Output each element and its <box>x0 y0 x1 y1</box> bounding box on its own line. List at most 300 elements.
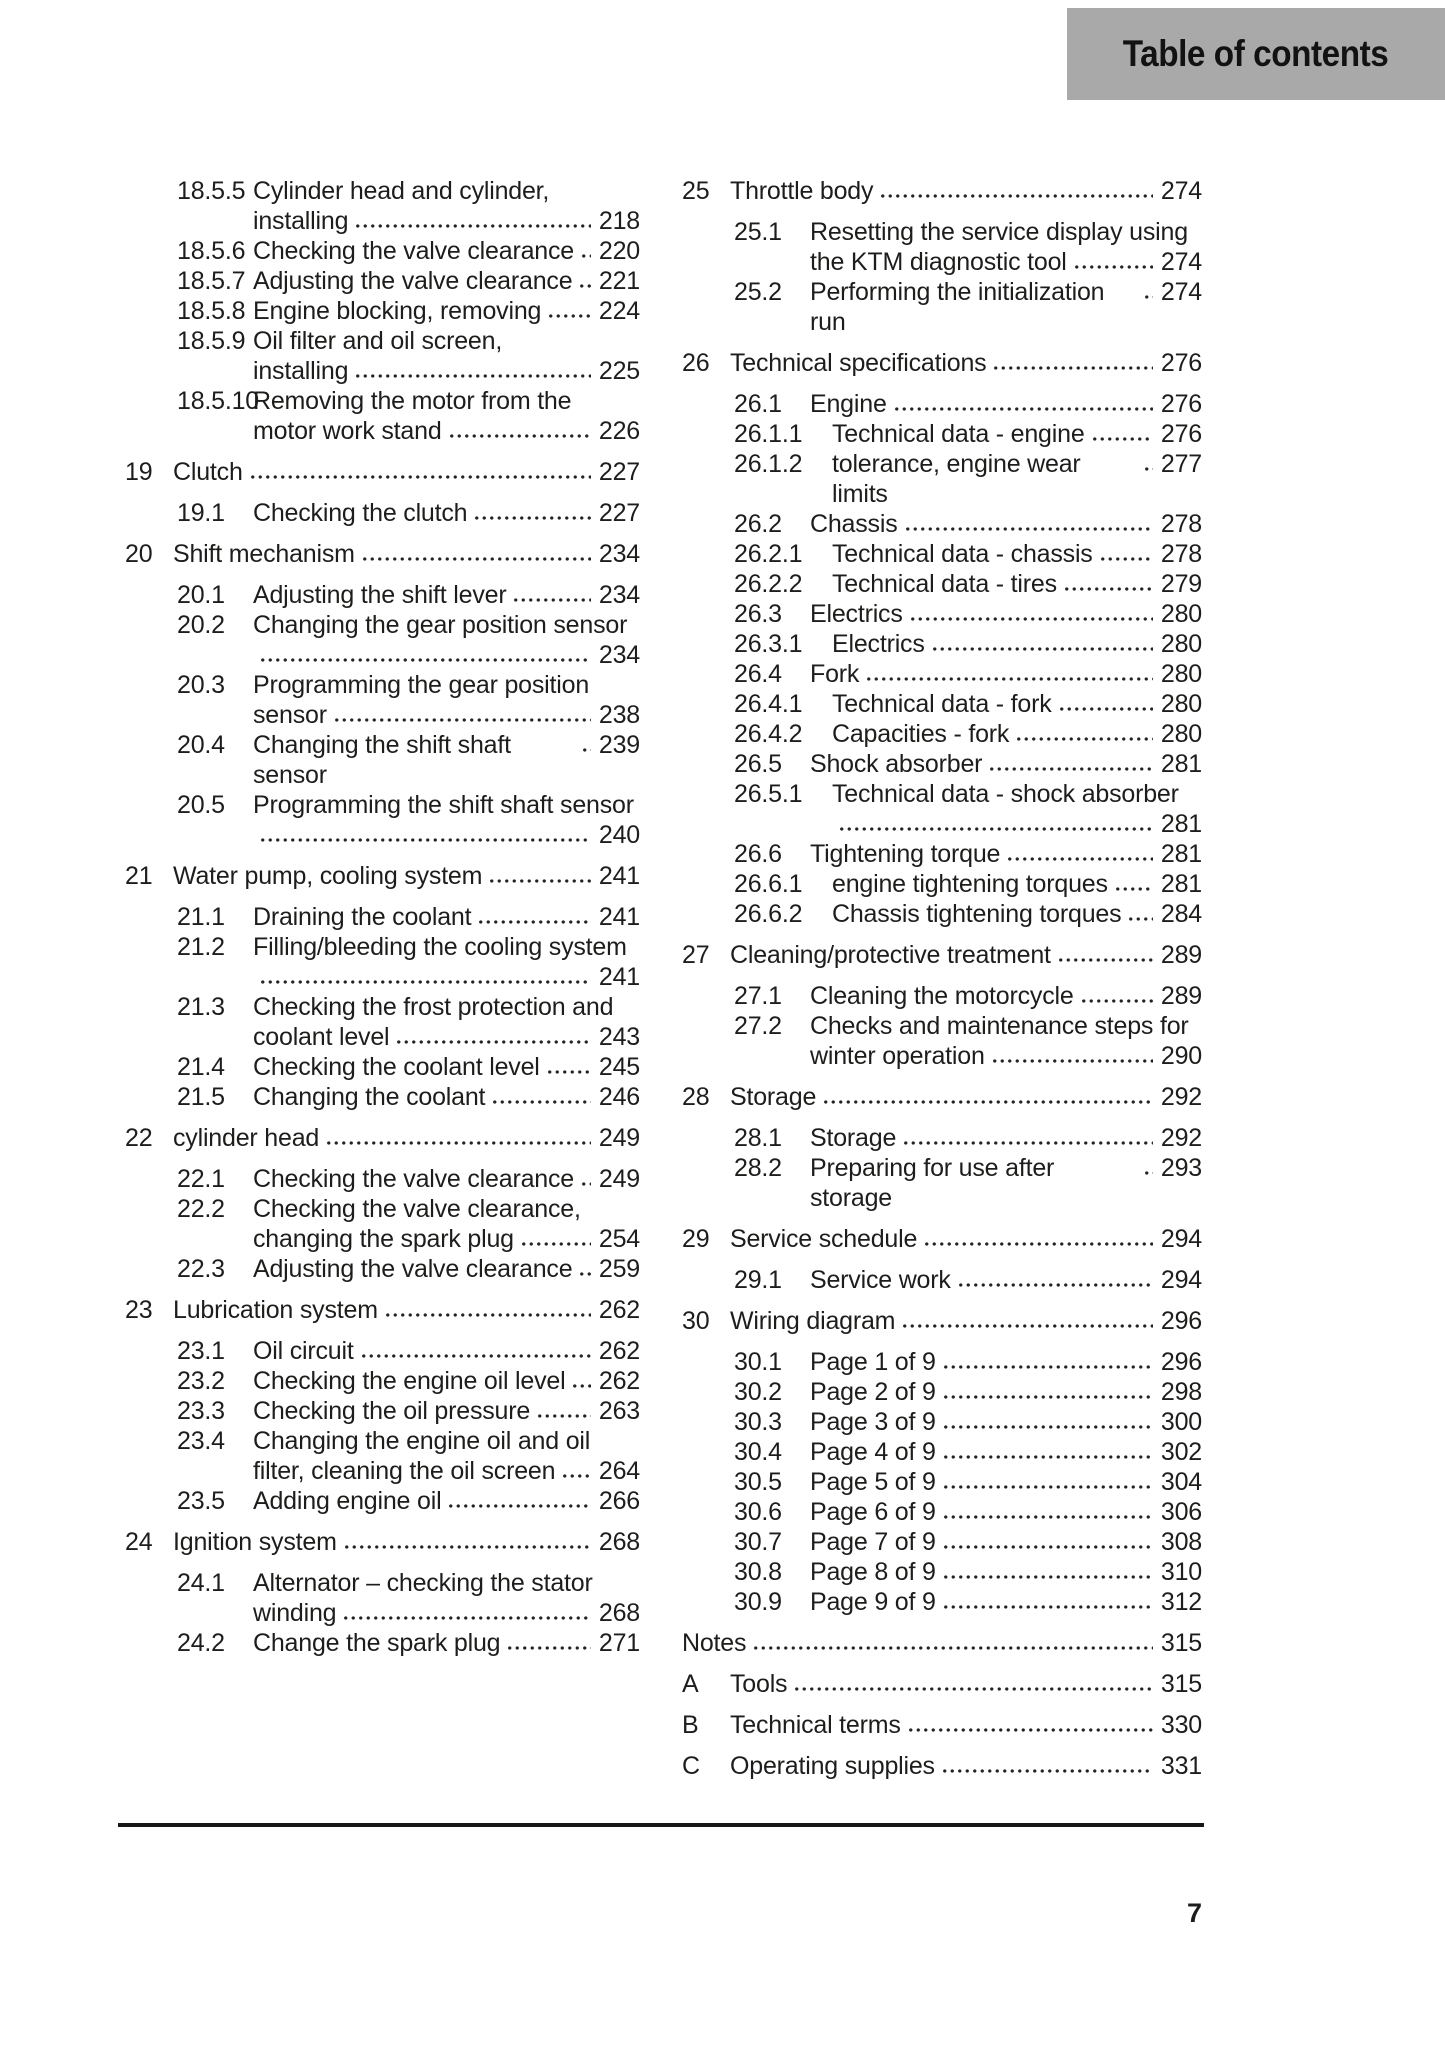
toc-entry <box>125 386 640 446</box>
toc-entry-page-number: 300 <box>1160 1408 1202 1436</box>
toc-entry-last-line <box>253 236 640 266</box>
toc-entry-last-line <box>253 1336 640 1366</box>
toc-entry-page-number: 262 <box>598 1367 640 1395</box>
dot-leader <box>752 1630 1153 1651</box>
dot-leader <box>448 418 591 439</box>
toc-entry-title: Adjusting the valve clearance <box>253 267 573 295</box>
toc-entry-body <box>253 932 640 992</box>
toc-entry-page-number: 294 <box>1160 1225 1202 1253</box>
toc-entry-last-line <box>253 1082 640 1112</box>
toc-entry-number: 20.2 <box>177 611 225 639</box>
toc-entry-body <box>832 899 1202 929</box>
toc-entry-body <box>810 1011 1202 1071</box>
toc-entry-number: 30.2 <box>734 1378 782 1406</box>
dot-leader <box>1073 249 1153 270</box>
dot-leader <box>988 751 1153 772</box>
toc-entry-title: Chassis tightening torques <box>832 900 1122 928</box>
dot-leader <box>580 1166 591 1187</box>
toc-entry-page-number: 293 <box>1160 1154 1202 1182</box>
toc-entry-title: coolant level <box>253 1023 390 1051</box>
toc-entry-title: motor work stand <box>253 417 442 445</box>
dot-leader <box>447 1488 590 1509</box>
toc-entry-page-number: 315 <box>1160 1670 1202 1698</box>
dot-leader <box>942 1349 1153 1370</box>
toc-entry-title: changing the spark plug <box>253 1225 514 1253</box>
toc-entry-last-line <box>810 277 1202 337</box>
toc-entry-page-number: 262 <box>598 1337 640 1365</box>
toc-entry-title: Water pump, cooling system <box>173 862 483 890</box>
toc-entry-title: Checking the coolant level <box>253 1053 540 1081</box>
toc-entry-body <box>810 277 1202 337</box>
toc-entry-body <box>810 389 1202 419</box>
toc-entry-body <box>810 1123 1202 1153</box>
toc-entry-body <box>253 580 640 610</box>
toc-column-right <box>682 176 1202 1792</box>
toc-entry-body <box>832 869 1202 899</box>
toc-entry-last-line <box>832 449 1202 509</box>
toc-entry-title: Shift mechanism <box>173 540 355 568</box>
toc-entry-page-number: 241 <box>598 963 640 991</box>
toc-entry-page-number: 243 <box>598 1023 640 1051</box>
toc-entry-number: 21 <box>125 862 153 890</box>
toc-entry-body <box>832 629 1202 659</box>
toc-entry-last-line <box>832 719 1202 749</box>
toc-entry-page-number: 274 <box>1160 177 1202 205</box>
toc-entry-number: 21.4 <box>177 1053 225 1081</box>
toc-entry-last-line <box>730 940 1202 970</box>
toc-entry-page-number: 277 <box>1160 450 1202 478</box>
toc-entry-body <box>730 1224 1202 1254</box>
toc-entry-title: Tightening torque <box>810 840 1001 868</box>
toc-entry <box>125 1123 640 1153</box>
toc-entry <box>682 599 1202 629</box>
toc-entry <box>125 498 640 528</box>
toc-entry-title: Technical specifications <box>730 349 987 377</box>
toc-entry-page-number: 274 <box>1160 278 1202 306</box>
toc-entry-page-number: 224 <box>598 297 640 325</box>
dot-leader <box>1143 1155 1153 1176</box>
toc-entry-page-number: 280 <box>1160 660 1202 688</box>
toc-entry-last-line <box>253 640 640 670</box>
toc-entry-title-line: Checking the frost protection and <box>253 993 614 1021</box>
dot-leader <box>506 1630 591 1651</box>
toc-entry-title-line: Checking the valve clearance, <box>253 1195 581 1223</box>
page-number: 7 <box>1186 1898 1202 1928</box>
toc-entry-last-line <box>730 1710 1202 1740</box>
dot-leader <box>942 1469 1153 1490</box>
page-header-band <box>1067 8 1445 100</box>
toc-entry-number: 21.3 <box>177 993 225 1021</box>
toc-entry <box>125 790 640 850</box>
toc-entry-page-number: 312 <box>1160 1588 1202 1616</box>
toc-entry-body <box>810 1527 1202 1557</box>
toc-entry <box>682 1437 1202 1467</box>
toc-entry <box>682 176 1202 206</box>
toc-entry-title-line: Cylinder head and cylinder, <box>253 177 550 205</box>
dot-leader <box>865 661 1153 682</box>
toc-entry-last-line <box>253 730 640 790</box>
toc-entry-page-number: 240 <box>598 821 640 849</box>
toc-entry-title: Engine <box>810 390 887 418</box>
toc-entry-number: 30.5 <box>734 1468 782 1496</box>
dot-leader <box>259 964 591 985</box>
toc-entry-number: 24.2 <box>177 1629 225 1657</box>
toc-entry-title: Page 1 of 9 <box>810 1348 936 1376</box>
toc-entry-number: 20.1 <box>177 581 225 609</box>
toc-entry-title: Service schedule <box>730 1225 918 1253</box>
toc-entry <box>682 719 1202 749</box>
toc-entry-last-line <box>253 498 640 528</box>
toc-entry-page-number: 306 <box>1160 1498 1202 1526</box>
toc-entry <box>125 1366 640 1396</box>
toc-entry-page-number: 281 <box>1160 840 1202 868</box>
toc-entry-body <box>253 1396 640 1426</box>
toc-entry-body <box>832 539 1202 569</box>
toc-entry-number: 18.5.7 <box>177 267 246 295</box>
toc-entry-body <box>832 569 1202 599</box>
toc-entry-page-number: 289 <box>1160 982 1202 1010</box>
toc-entry <box>682 1224 1202 1254</box>
toc-entry-title: Checking the engine oil level <box>253 1367 566 1395</box>
toc-entry <box>682 1497 1202 1527</box>
toc-entry-page-number: 218 <box>598 207 640 235</box>
toc-entry-page-number: 292 <box>1160 1083 1202 1111</box>
toc-entry-number: 26.5 <box>734 750 782 778</box>
toc-entry-body <box>253 1426 640 1486</box>
toc-entry <box>125 730 640 790</box>
toc-column-left <box>125 176 640 1658</box>
toc-entry-body <box>810 1347 1202 1377</box>
toc-entry <box>682 940 1202 970</box>
dot-leader <box>822 1084 1153 1105</box>
toc-entry-number: 26.6.1 <box>734 870 803 898</box>
toc-entry-body <box>730 1082 1202 1112</box>
toc-entry <box>682 1587 1202 1617</box>
toc-entry-title: filter, cleaning the oil screen <box>253 1457 556 1485</box>
toc-entry-page-number: 278 <box>1160 540 1202 568</box>
toc-entry-page-number: 249 <box>598 1124 640 1152</box>
toc-entry-body <box>253 1164 640 1194</box>
toc-entry <box>682 277 1202 337</box>
toc-entry <box>125 902 640 932</box>
toc-entry <box>125 1486 640 1516</box>
toc-entry <box>682 1153 1202 1213</box>
toc-entry-page-number: 315 <box>1160 1629 1202 1657</box>
dot-leader <box>942 1559 1153 1580</box>
toc-entry <box>682 839 1202 869</box>
toc-entry-number: 25 <box>682 177 710 205</box>
toc-entry <box>125 1396 640 1426</box>
toc-entry-last-line <box>253 1486 640 1516</box>
toc-entry-last-line <box>810 1437 1202 1467</box>
dot-leader <box>923 1226 1153 1247</box>
toc-entry-body <box>253 1568 640 1628</box>
toc-entry-title: Page 5 of 9 <box>810 1468 936 1496</box>
toc-entry-last-line <box>173 457 640 487</box>
toc-entry-number: 26.4 <box>734 660 782 688</box>
toc-entry-last-line <box>253 700 640 730</box>
toc-entry-page-number: 226 <box>598 417 640 445</box>
toc-entry-title: Page 6 of 9 <box>810 1498 936 1526</box>
toc-entry-last-line <box>253 356 640 386</box>
toc-entry-last-line <box>810 1467 1202 1497</box>
footer-rule <box>118 1823 1204 1827</box>
toc-entry-last-line <box>832 629 1202 659</box>
toc-entry-number: 26.1.1 <box>734 420 803 448</box>
toc-entry <box>682 1123 1202 1153</box>
toc-entry <box>125 992 640 1052</box>
toc-entry-body <box>173 861 640 891</box>
toc-entry-page-number: 241 <box>598 903 640 931</box>
toc-entry-body <box>253 1194 640 1254</box>
toc-entry-title: Throttle body <box>730 177 874 205</box>
toc-entry-number: 27 <box>682 941 710 969</box>
toc-entry-page-number: 279 <box>1160 570 1202 598</box>
toc-entry <box>682 1628 1202 1658</box>
toc-entry-page-number: 280 <box>1160 720 1202 748</box>
dot-leader <box>902 1125 1153 1146</box>
dot-leader <box>838 811 1153 832</box>
toc-entry-title-line: Changing the gear position sensor <box>253 611 628 639</box>
toc-entry-last-line <box>730 1669 1202 1699</box>
dot-leader <box>907 1712 1153 1733</box>
toc-entry-number: 19.1 <box>177 499 225 527</box>
toc-entry-number: 20.3 <box>177 671 225 699</box>
toc-entry-last-line <box>810 1347 1202 1377</box>
toc-entry-title: Page 4 of 9 <box>810 1438 936 1466</box>
toc-entry-title: Engine blocking, removing <box>253 297 542 325</box>
toc-entry-title: engine tightening torques <box>832 870 1108 898</box>
toc-entry <box>682 449 1202 509</box>
toc-entry-title: Performing the initialization run <box>810 278 1112 336</box>
toc-entry-number: 26.2.1 <box>734 540 803 568</box>
toc-entry-number: 23.1 <box>177 1337 225 1365</box>
toc-entry-last-line <box>810 1587 1202 1617</box>
toc-entry-last-line <box>832 869 1202 899</box>
toc-entry-last-line <box>810 659 1202 689</box>
toc-entry-last-line <box>832 809 1202 839</box>
toc-entry-last-line <box>173 861 640 891</box>
toc-entry-title: Technical data - chassis <box>832 540 1093 568</box>
toc-entry-title: Wiring diagram <box>730 1307 896 1335</box>
toc-entry-body <box>810 1153 1202 1213</box>
toc-entry <box>682 1407 1202 1437</box>
toc-entry <box>125 1527 640 1557</box>
toc-entry <box>125 457 640 487</box>
toc-entry-last-line <box>253 266 640 296</box>
toc-entry-body <box>253 730 640 790</box>
toc-entry-last-line <box>253 206 640 236</box>
toc-entry <box>125 1254 640 1284</box>
toc-entry-body <box>810 1497 1202 1527</box>
toc-entry-title: Electrics <box>810 600 903 628</box>
toc-entry-last-line <box>253 962 640 992</box>
toc-entry-body <box>253 386 640 446</box>
toc-entry-body <box>810 1265 1202 1295</box>
toc-entry-number: 26.2 <box>734 510 782 538</box>
toc-entry-number: 30.4 <box>734 1438 782 1466</box>
toc-entry <box>682 509 1202 539</box>
toc-entry-title-line: Removing the motor from the <box>253 387 572 415</box>
toc-entry-number: 30.1 <box>734 1348 782 1376</box>
toc-entry-title: installing <box>253 207 349 235</box>
toc-entry-body <box>832 449 1202 509</box>
toc-entry-number: 20.5 <box>177 791 225 819</box>
toc-entry-body <box>832 719 1202 749</box>
toc-entry-title: tolerance, engine wear limits <box>832 450 1088 508</box>
toc-entry-last-line <box>810 509 1202 539</box>
toc-entry-page-number: 234 <box>598 540 640 568</box>
toc-entry-title: Lubrication system <box>173 1296 378 1324</box>
toc-entry-body <box>832 419 1202 449</box>
toc-entry-last-line <box>810 1123 1202 1153</box>
toc-entry-title: Technical data - tires <box>832 570 1057 598</box>
dot-leader <box>941 1753 1153 1774</box>
dot-leader <box>991 1043 1153 1064</box>
toc-entry-page-number: 262 <box>598 1296 640 1324</box>
dot-leader <box>580 238 591 259</box>
dot-leader <box>361 541 591 562</box>
dot-leader <box>992 350 1152 371</box>
toc-entry-page-number: 268 <box>598 1528 640 1556</box>
toc-entry-number: 22.1 <box>177 1165 225 1193</box>
toc-entry-number: 18.5.9 <box>177 327 246 355</box>
toc-entry <box>682 348 1202 378</box>
toc-entry-number: 20.4 <box>177 731 225 759</box>
toc-entry-body <box>253 296 640 326</box>
toc-entry-title: Checking the valve clearance <box>253 237 574 265</box>
toc-entry-last-line <box>810 389 1202 419</box>
toc-entry-page-number: 302 <box>1160 1438 1202 1466</box>
dot-leader <box>512 582 590 603</box>
toc-entry <box>682 1527 1202 1557</box>
toc-entry-page-number: 294 <box>1160 1266 1202 1294</box>
toc-entry-number: 30.9 <box>734 1588 782 1616</box>
toc-entry-title: winter operation <box>810 1042 985 1070</box>
toc-entry <box>125 580 640 610</box>
toc-entry-last-line <box>810 1377 1202 1407</box>
toc-entry <box>682 1347 1202 1377</box>
dot-leader <box>1099 541 1153 562</box>
dot-leader <box>259 642 591 663</box>
dot-leader <box>1057 942 1153 963</box>
toc-entry <box>125 176 640 236</box>
toc-entry <box>682 1265 1202 1295</box>
toc-entry-title-line: Alternator – checking the stator <box>253 1569 593 1597</box>
toc-entry-title: Technical terms <box>730 1711 901 1739</box>
toc-entry-number: 23 <box>125 1296 153 1324</box>
toc-entry <box>125 670 640 730</box>
toc-entry-title-line: Programming the gear position <box>253 671 590 699</box>
toc-entry-last-line <box>730 1224 1202 1254</box>
toc-entry-body <box>730 1751 1202 1781</box>
dot-leader <box>546 1054 591 1075</box>
toc-entry-number: 22.2 <box>177 1195 225 1223</box>
toc-entry-number: 25.2 <box>734 278 782 306</box>
dot-leader <box>957 1267 1153 1288</box>
toc-entry-page-number: 280 <box>1160 630 1202 658</box>
toc-entry-title-line: Programming the shift shaft sensor <box>253 791 634 819</box>
toc-entry-body <box>253 1082 640 1112</box>
toc-entry-number: 22.3 <box>177 1255 225 1283</box>
toc-entry-last-line <box>832 899 1202 929</box>
toc-entry-body <box>730 1710 1202 1740</box>
toc-entry <box>125 1295 640 1325</box>
toc-entry-body <box>173 457 640 487</box>
dot-leader <box>909 601 1153 622</box>
toc-entry-title: Page 9 of 9 <box>810 1588 936 1616</box>
toc-entry-page-number: 276 <box>1160 420 1202 448</box>
toc-entry-last-line <box>682 1628 1202 1658</box>
toc-entry-number: 30.8 <box>734 1558 782 1586</box>
toc-entry <box>125 326 640 386</box>
toc-entry-title: Checking the oil pressure <box>253 1397 531 1425</box>
toc-entry <box>682 569 1202 599</box>
toc-entry-number: 26 <box>682 349 710 377</box>
dot-leader <box>581 732 591 753</box>
toc-entry <box>682 1557 1202 1587</box>
toc-entry-number: 28.1 <box>734 1124 782 1152</box>
toc-entry-last-line <box>253 580 640 610</box>
toc-entry-title: Storage <box>730 1083 817 1111</box>
toc-entry-last-line <box>253 1254 640 1284</box>
toc-entry <box>125 610 640 670</box>
dot-leader <box>1091 421 1153 442</box>
toc-entry-title: Checking the valve clearance <box>253 1165 574 1193</box>
dot-leader <box>1143 279 1153 300</box>
toc-entry-title-line: Technical data - shock absorber <box>832 780 1179 808</box>
dot-leader <box>395 1024 590 1045</box>
toc-entry-last-line <box>730 1751 1202 1781</box>
dot-leader <box>343 1529 591 1550</box>
toc-entry-number: 29 <box>682 1225 710 1253</box>
toc-entry-body <box>810 981 1202 1011</box>
toc-entry-last-line <box>253 1224 640 1254</box>
dot-leader <box>931 631 1153 652</box>
toc-entry-title: the KTM diagnostic tool <box>810 248 1067 276</box>
toc-entry-page-number: 246 <box>598 1083 640 1111</box>
toc-entry-page-number: 298 <box>1160 1378 1202 1406</box>
toc-entry-last-line <box>253 1628 640 1658</box>
toc-entry-last-line <box>253 1164 640 1194</box>
toc-entry <box>682 749 1202 779</box>
toc-entry-body <box>810 1437 1202 1467</box>
toc-entry-page-number: 280 <box>1160 690 1202 718</box>
toc-entry <box>125 1568 640 1628</box>
toc-entry <box>125 1052 640 1082</box>
dot-leader <box>325 1125 591 1146</box>
toc-entry-page-number: 220 <box>598 237 640 265</box>
toc-entry-body <box>810 1377 1202 1407</box>
toc-entry-last-line <box>810 1407 1202 1437</box>
toc-entry-number: 24.1 <box>177 1569 225 1597</box>
toc-entry-last-line <box>253 902 640 932</box>
toc-entry-last-line <box>253 1052 640 1082</box>
toc-entry <box>682 981 1202 1011</box>
toc-entry <box>682 869 1202 899</box>
toc-entry-title: Shock absorber <box>810 750 983 778</box>
toc-entry-title: Adjusting the shift lever <box>253 581 507 609</box>
toc-entry-title: Page 7 of 9 <box>810 1528 936 1556</box>
dot-leader <box>571 1368 590 1389</box>
toc-entry-number: 26.3.1 <box>734 630 803 658</box>
toc-entry <box>125 932 640 992</box>
dot-leader <box>942 1589 1153 1610</box>
toc-entry <box>125 1194 640 1254</box>
toc-entry-body <box>253 1628 640 1658</box>
toc-entry-body <box>682 1628 1202 1658</box>
dot-leader <box>536 1398 591 1419</box>
